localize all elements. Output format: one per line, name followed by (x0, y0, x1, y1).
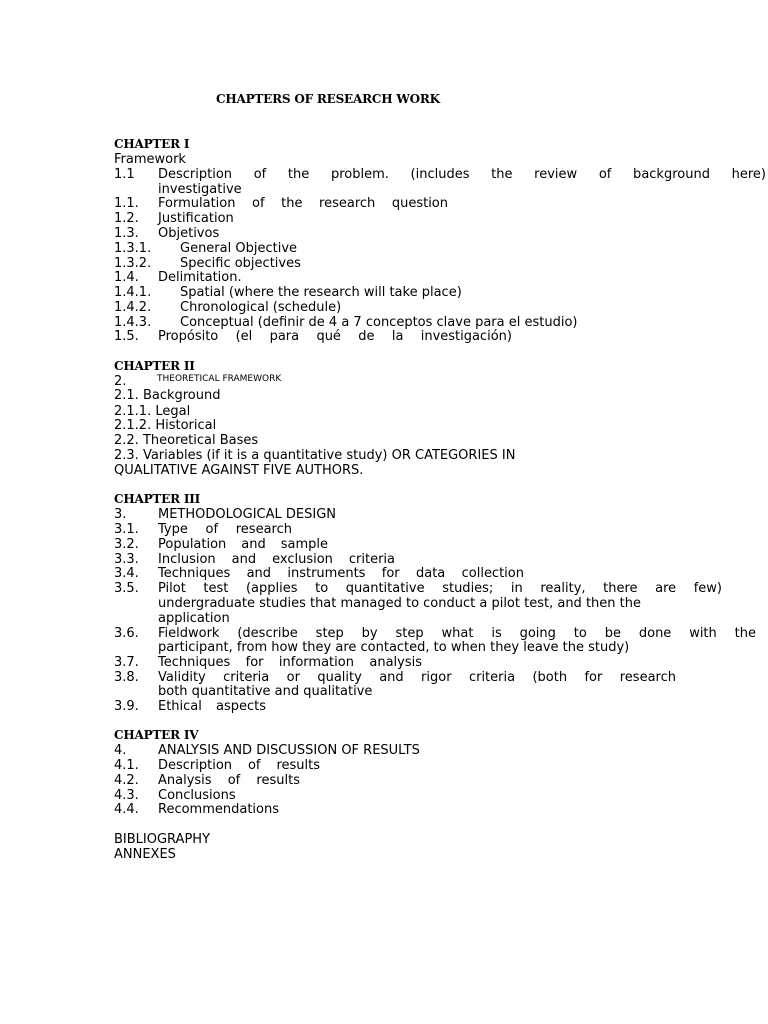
item-text: Analysis of results (158, 773, 300, 788)
list-item: 2.1.1. Legal (114, 404, 191, 419)
list-item (114, 626, 756, 641)
item-text: Ethical aspects (158, 699, 266, 714)
item-continuation: undergraduate studies that managed to conduct a pilot test, and then the (158, 596, 641, 611)
item-number: 1.1. (114, 196, 139, 211)
item-continuation: application (158, 611, 230, 626)
item-text: Chronological (schedule) (180, 300, 342, 315)
item-text: Description of the problem. (includes the review of background here) (158, 167, 766, 182)
item-text: Techniques for information analysis (158, 655, 422, 670)
item-number: 3.4. (114, 566, 139, 581)
section-number: 2. (114, 374, 127, 389)
item-continuation: both quantitative and qualitative (158, 684, 373, 699)
list-item: 2.1.2. Historical (114, 418, 217, 433)
item-number: 4.3. (114, 788, 139, 803)
item-text: Population and sample (158, 537, 328, 552)
list-item (114, 566, 524, 581)
item-number: 1.2. (114, 211, 139, 226)
item-number: 1.1 (114, 167, 135, 182)
item-text: Formulation of the research question (158, 196, 448, 211)
item-number: 3.9. (114, 699, 139, 714)
item-number: 1.4.3. (114, 315, 152, 330)
item-continuation: investigative (158, 182, 242, 197)
item-number: 3.1. (114, 522, 139, 537)
item-number: 3.3. (114, 552, 139, 567)
section-title: THEORETICAL FRAMEWORK (157, 374, 282, 384)
item-text: Techniques and instruments for data collection (158, 566, 524, 581)
item-text: Objetivos (158, 226, 220, 241)
item-text: Recommendations (158, 802, 280, 817)
item-text: Specific objectives (180, 256, 301, 271)
list-item (114, 522, 292, 537)
item-text: Conceptual (definir de 4 a 7 conceptos clave para el estudio) (180, 315, 578, 330)
item-number: 3. (114, 507, 127, 522)
list-item (114, 552, 395, 567)
item-number: 1.3.2. (114, 256, 152, 271)
item-text: METHODOLOGICAL DESIGN (158, 507, 336, 522)
list-item (114, 670, 676, 685)
list-item (114, 167, 766, 182)
item-text: ANALYSIS AND DISCUSSION OF RESULTS (158, 743, 420, 758)
item-text: Validity criteria or quality and rigor criteria (both for research (158, 670, 676, 685)
item-text: Fieldwork (describe step by step what is going to be done with the (158, 626, 756, 641)
item-number: 1.4. (114, 270, 139, 285)
list-item: QUALITATIVE AGAINST FIVE AUTHORS. (114, 463, 364, 478)
item-text: Type of research (158, 522, 292, 537)
list-item (114, 758, 320, 773)
annexes-heading: ANNEXES (114, 847, 176, 862)
item-text: Spatial (where the research will take place) (180, 285, 462, 300)
list-item: 2.3. Variables (if it is a quantitative study) OR CATEGORIES IN (114, 448, 516, 463)
list-item (114, 196, 448, 211)
list-item (114, 655, 422, 670)
item-number: 4. (114, 743, 127, 758)
item-number: 3.6. (114, 626, 139, 641)
bibliography-heading: BIBLIOGRAPHY (114, 832, 211, 847)
chapter-heading: CHAPTER I (114, 137, 190, 151)
list-item (114, 581, 722, 596)
item-text: Conclusions (158, 788, 236, 803)
chapter-heading: CHAPTER IV (114, 728, 199, 742)
item-text: Pilot test (applies to quantitative studies; in reality, there are few) (158, 581, 722, 596)
item-text: Inclusion and exclusion criteria (158, 552, 395, 567)
item-number: 3.8. (114, 670, 139, 685)
item-number: 4.1. (114, 758, 139, 773)
item-text: Justification (158, 211, 234, 226)
item-number: 1.4.2. (114, 300, 152, 315)
list-item (114, 537, 328, 552)
chapter-heading: CHAPTER III (114, 492, 201, 506)
chapter-heading: CHAPTER II (114, 359, 195, 373)
document-title: CHAPTERS OF RESEARCH WORK (216, 92, 440, 106)
item-text: General Objective (180, 241, 298, 256)
item-number: 4.2. (114, 773, 139, 788)
list-item (114, 329, 512, 344)
item-text: Delimitation. (158, 270, 242, 285)
item-number: 4.4. (114, 802, 139, 817)
item-continuation: participant, from how they are contacted, to when they leave the study) (158, 640, 630, 655)
list-item: 2.1. Background (114, 388, 221, 403)
item-number: 3.2. (114, 537, 139, 552)
item-number: 1.3.1. (114, 241, 152, 256)
list-item: 2.2. Theoretical Bases (114, 433, 259, 448)
item-number: 1.3. (114, 226, 139, 241)
item-number: 1.4.1. (114, 285, 152, 300)
item-text: Description of results (158, 758, 320, 773)
list-item (114, 773, 300, 788)
chapter-subtitle: Framework (114, 152, 186, 167)
item-number: 3.5. (114, 581, 139, 596)
item-number: 3.7. (114, 655, 139, 670)
item-text: Propósito (el para qué de la investigación) (158, 329, 512, 344)
list-item (114, 699, 266, 714)
item-number: 1.5. (114, 329, 139, 344)
